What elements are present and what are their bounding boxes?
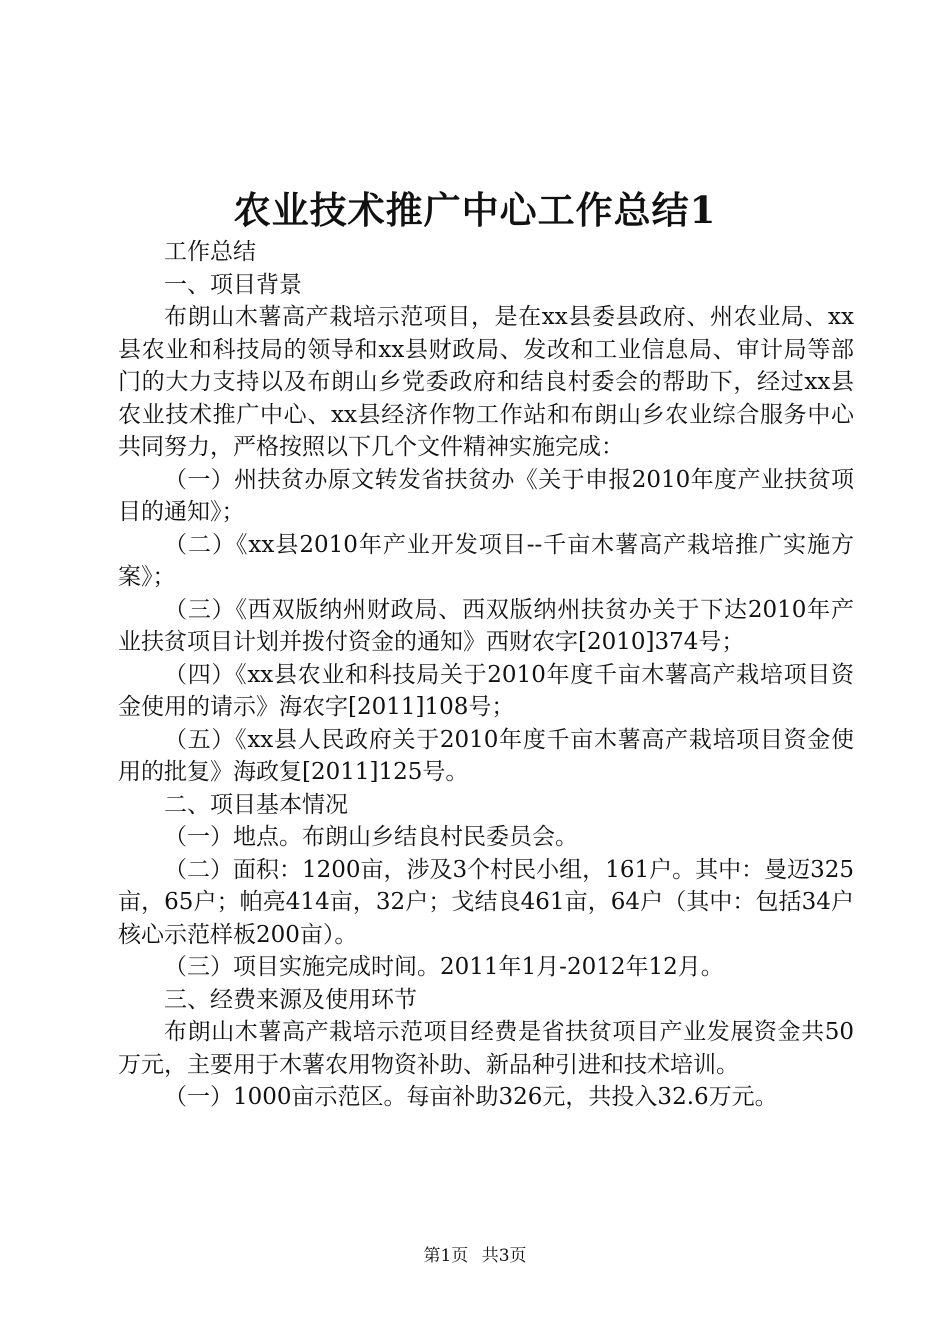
paragraph-document-1: （一）州扶贫办原文转发省扶贫办《关于申报2010年度产业扶贫项目的通知》； <box>118 466 854 525</box>
paragraph-timeline: （三）项目实施完成时间。2011年1月-2012年12月。 <box>164 954 724 980</box>
paragraph-document-3: （三）《西双版纳州财政局、西双版纳州扶贫办关于下达2010年产业扶贫项目计划并拨付资金的通知》西财农字[2010]374号； <box>118 596 854 655</box>
paragraph-document-2: （二）《xx县2010年产业开发项目--千亩木薯高产栽培推广实施方案》； <box>118 531 854 590</box>
page-number: 第1页 <box>423 1246 469 1266</box>
paragraph-funding: 布朗山木薯高产栽培示范项目经费是省扶贫项目产业发展资金共50万元，主要用于木薯农用物资补助、新品种引进和技术培训。 <box>118 1019 854 1078</box>
paragraph-location: （一）地点。布朗山乡结良村民委员会。 <box>164 824 578 850</box>
section-heading-basic-info: 二、项目基本情况 <box>164 791 348 818</box>
paragraph-area: （二）面积：1200亩，涉及3个村民小组，161户。其中：曼迈325亩，65户；帕亮414亩，32户；戈结良461亩，64户（其中：包括34户核心示范样板200亩）。 <box>118 856 854 948</box>
section-heading-funding: 三、经费来源及使用环节 <box>164 986 417 1013</box>
paragraph-background: 布朗山木薯高产栽培示范项目，是在xx县委县政府、州农业局、xx县农业和科技局的领导和xx县财政局、发改和工业信息局、审计局等部门的大力支持以及布朗山乡党委政府和结良村委会的帮助下，经过xx县农业技术推广中心、xx县经济作物工作站和布朗山乡农业综合服务中心共同努力，严格按照以下几个文件精神实施完成： <box>118 304 854 460</box>
section-heading-background: 一、项目背景 <box>164 271 302 298</box>
document-title: 农业技术推广中心工作总结1 <box>233 188 717 232</box>
document-body <box>118 236 854 1114</box>
page-total: 共3页 <box>481 1246 527 1266</box>
page-footer <box>0 1244 950 1268</box>
paragraph-document-5: （五）《xx县人民政府关于2010年度千亩木薯高产栽培项目资金使用的批复》海政复[2011]125号。 <box>118 726 854 785</box>
paragraph-document-4: （四）《xx县农业和科技局关于2010年度千亩木薯高产栽培项目资金使用的请示》海农字[2011]108号； <box>118 661 854 720</box>
paragraph-demo-area: （一）1000亩示范区。每亩补助326元，共投入32.6万元。 <box>164 1084 778 1110</box>
paragraph-heading-summary: 工作总结 <box>164 239 256 265</box>
